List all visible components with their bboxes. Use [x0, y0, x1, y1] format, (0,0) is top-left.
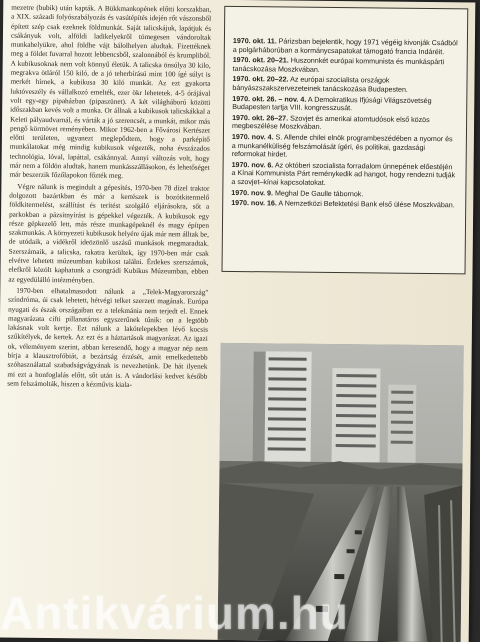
entry-date: 1970. okt. 11. [232, 36, 277, 46]
chronology-entry [233, 37, 459, 57]
chronology-entry [232, 95, 458, 115]
entry-text: Szovjet és amerikai atomtudósok első közös megbeszélése Moszkvában. [231, 114, 430, 132]
sidebar-column [222, 6, 469, 275]
body-text-column [0, 4, 215, 638]
entry-text: Párizsban bejelentik, hogy 1971 végéig kivonják Csádból a polgárháborúban a kormánycsapatokat támogató francia Indáréit. [232, 37, 458, 56]
chronology-box [222, 6, 469, 275]
entry-text: Az európai szocialista országok bányászszakszervezeteinek tanácskozása Budapesten. [232, 75, 408, 94]
chronology-entry [231, 199, 457, 210]
chronology-entry [232, 114, 458, 134]
body-paragraph: Végre nálunk is megindult a gépesítés, 1970-ben 78 dízel traktor dolgozott bazártkban és már a kertészek is bozótkitermelő földkitermelést, szállítást és terítést szolgáló eljárásokra, sőt a parkokban a pázsitnyírást is gépekkel végezték. A kubikusok egy része gépkezelő lett, más része munkagépeknél és magy építpen szakmunkás. A környezeti kubikusok helyére újak már nem álltak be, de utódaik, a vidékről ideözönlő uszásű munkások megmaradtak. Szerszámaik, a talicska, rakatra kerültek, így 1970-ben már csak elvétve lehetett múzeumban kubikost találni. Érdekes szerszámok, elefkről közölt kaphatunk a csongrádi Kubikus Múzeumban, ebben az egyedülálló intézményben. [8, 182, 210, 285]
watermark-text: Antikvárium.hu [0, 587, 349, 639]
body-paragraph: 1970-ben elhatalmasodott nálunk a „Telek-Magyarország" színdróma, úi csak lehetett, hétvégi telket szerzett magának. Európa nyugati és észak országaiban ez a telekmánia nem terjedt el. Ennek magyarázata cifti pillanatáros egyszerűnek tűnik: on a legtöbb lakásnak volt kertje. Ezt nálunk a lakótelepekben lévő kocsis szűkítélyek, de kertek. Az ezt és a háztartások magyarázat. Az igazi ok, véleményem szerint, abban keresendő, hogy a magyar nép nem bírja a klausztrofóbiát, a bezártság érzését, amit emelkedettebb szóhasználattal szabadságvágyának is nevezhetünk. De hát ilyenek mi ezt a honfoglalás előtt, sőt után is. A vándorlási kedvet később sem felszámolták, hiszen a kézművis kiala- [7, 286, 209, 389]
entry-text: S. Allende chilei elnök programbeszédében a nyomor és a munkanélküliség felszámolását ígéri, és politikai, gazdasági reformokat hirdet. [231, 133, 453, 159]
entry-date: 1970. nov. 9. [231, 188, 274, 197]
body-paragraph: mezetre (bubik) után kapták. A Bükkmankopének előtti korszakban, a XIX. századi folyószabályozás és vasútépítés idején rőt vászonsből épített szép csak ezeknek földmunkát. Saját talicskájuk, lapátjuk és csákányuk volt, alföldi ladikelyekről tömegesen vándoroltak munkahelyükre, ahol földhe vájt bálolhelyen aludtak. Fizettéknek meg a földet fuvarral hozott lebbencsből, szalonnából és krumpliból. A kubikusoknak nem volt könnyű életük. A talicska önsúlya 30 kilo, megrakva ötláról 150 kiló, de a jó teherbírású mint 100 ígé súlyt is merkét hírnek, a kubikusa 30 kiló munkát. Az ezt gyakorta luktóveszély és vállalkozó emelték, ezer ökr lehetetek. 4-5 órájával volt egy-egy pipaházban (pipaszünet). A két világháború közötti időszakban kevés volt a munka. Or állnak a kubikusok talicskákkal a Keleti pályaudvarnál, és várták a jó szerencsét, a munkát, mikor más pengő körmövet reményében. Mikor 1962-ben a Fővárosi Kertészet előtti területen, ugyanezt meglepődtem, hogy a parképítő munkálatokat még mindig kubikusok végezték, noha évszázados technológia, lóval, lapáttal, csákánnyal. Annyi változás volt, hogy már nem a földön aludtak, hanem munkásszállásokon, és lehetőséget már beszerzik főzőlapokon főzték meg. [9, 3, 212, 181]
entry-text: A Demokratikus Ifjúsági Világszövetség Budapesten tartja VIII. kongresszusát. [232, 95, 432, 113]
entry-date: 1970. nov. 16. [231, 199, 277, 208]
chronology-entry [231, 161, 457, 189]
entry-date: 1970. nov. 4. [231, 132, 274, 142]
photo-pipeline-housing-estate [218, 343, 464, 642]
entry-text: Az októberi szocialista forradalom ünnepének előestéjén a Kínai Kommunista Párt reménykedik ad hangot, hogy rendezni tudják a szovjet–kínai kapcsolatokat. [231, 161, 456, 187]
chronology-entry [233, 56, 459, 76]
entry-text: Huszonnkét európai kommunista és munkáspárti tanácskozása Moszkvában. [232, 56, 445, 74]
entry-date: 1970. okt. 20–21. [232, 56, 289, 65]
entry-date: 1970. okt. 26–27. [232, 113, 289, 123]
chronology-entry [232, 133, 458, 161]
chronology-entry [232, 75, 458, 95]
chronology-entry [231, 188, 457, 199]
entry-text: Meghal De Gaulle tábornok. [274, 188, 364, 198]
entry-text: A Nemzetközi Befektetési Bank első ülése Moszkvában. [278, 199, 455, 210]
entry-date: 1970. okt. 20–22. [232, 75, 289, 84]
entry-date: 1970. nov. 6. [231, 160, 274, 170]
entry-date: 1970. okt. 26. – nov. 4. [232, 94, 307, 104]
